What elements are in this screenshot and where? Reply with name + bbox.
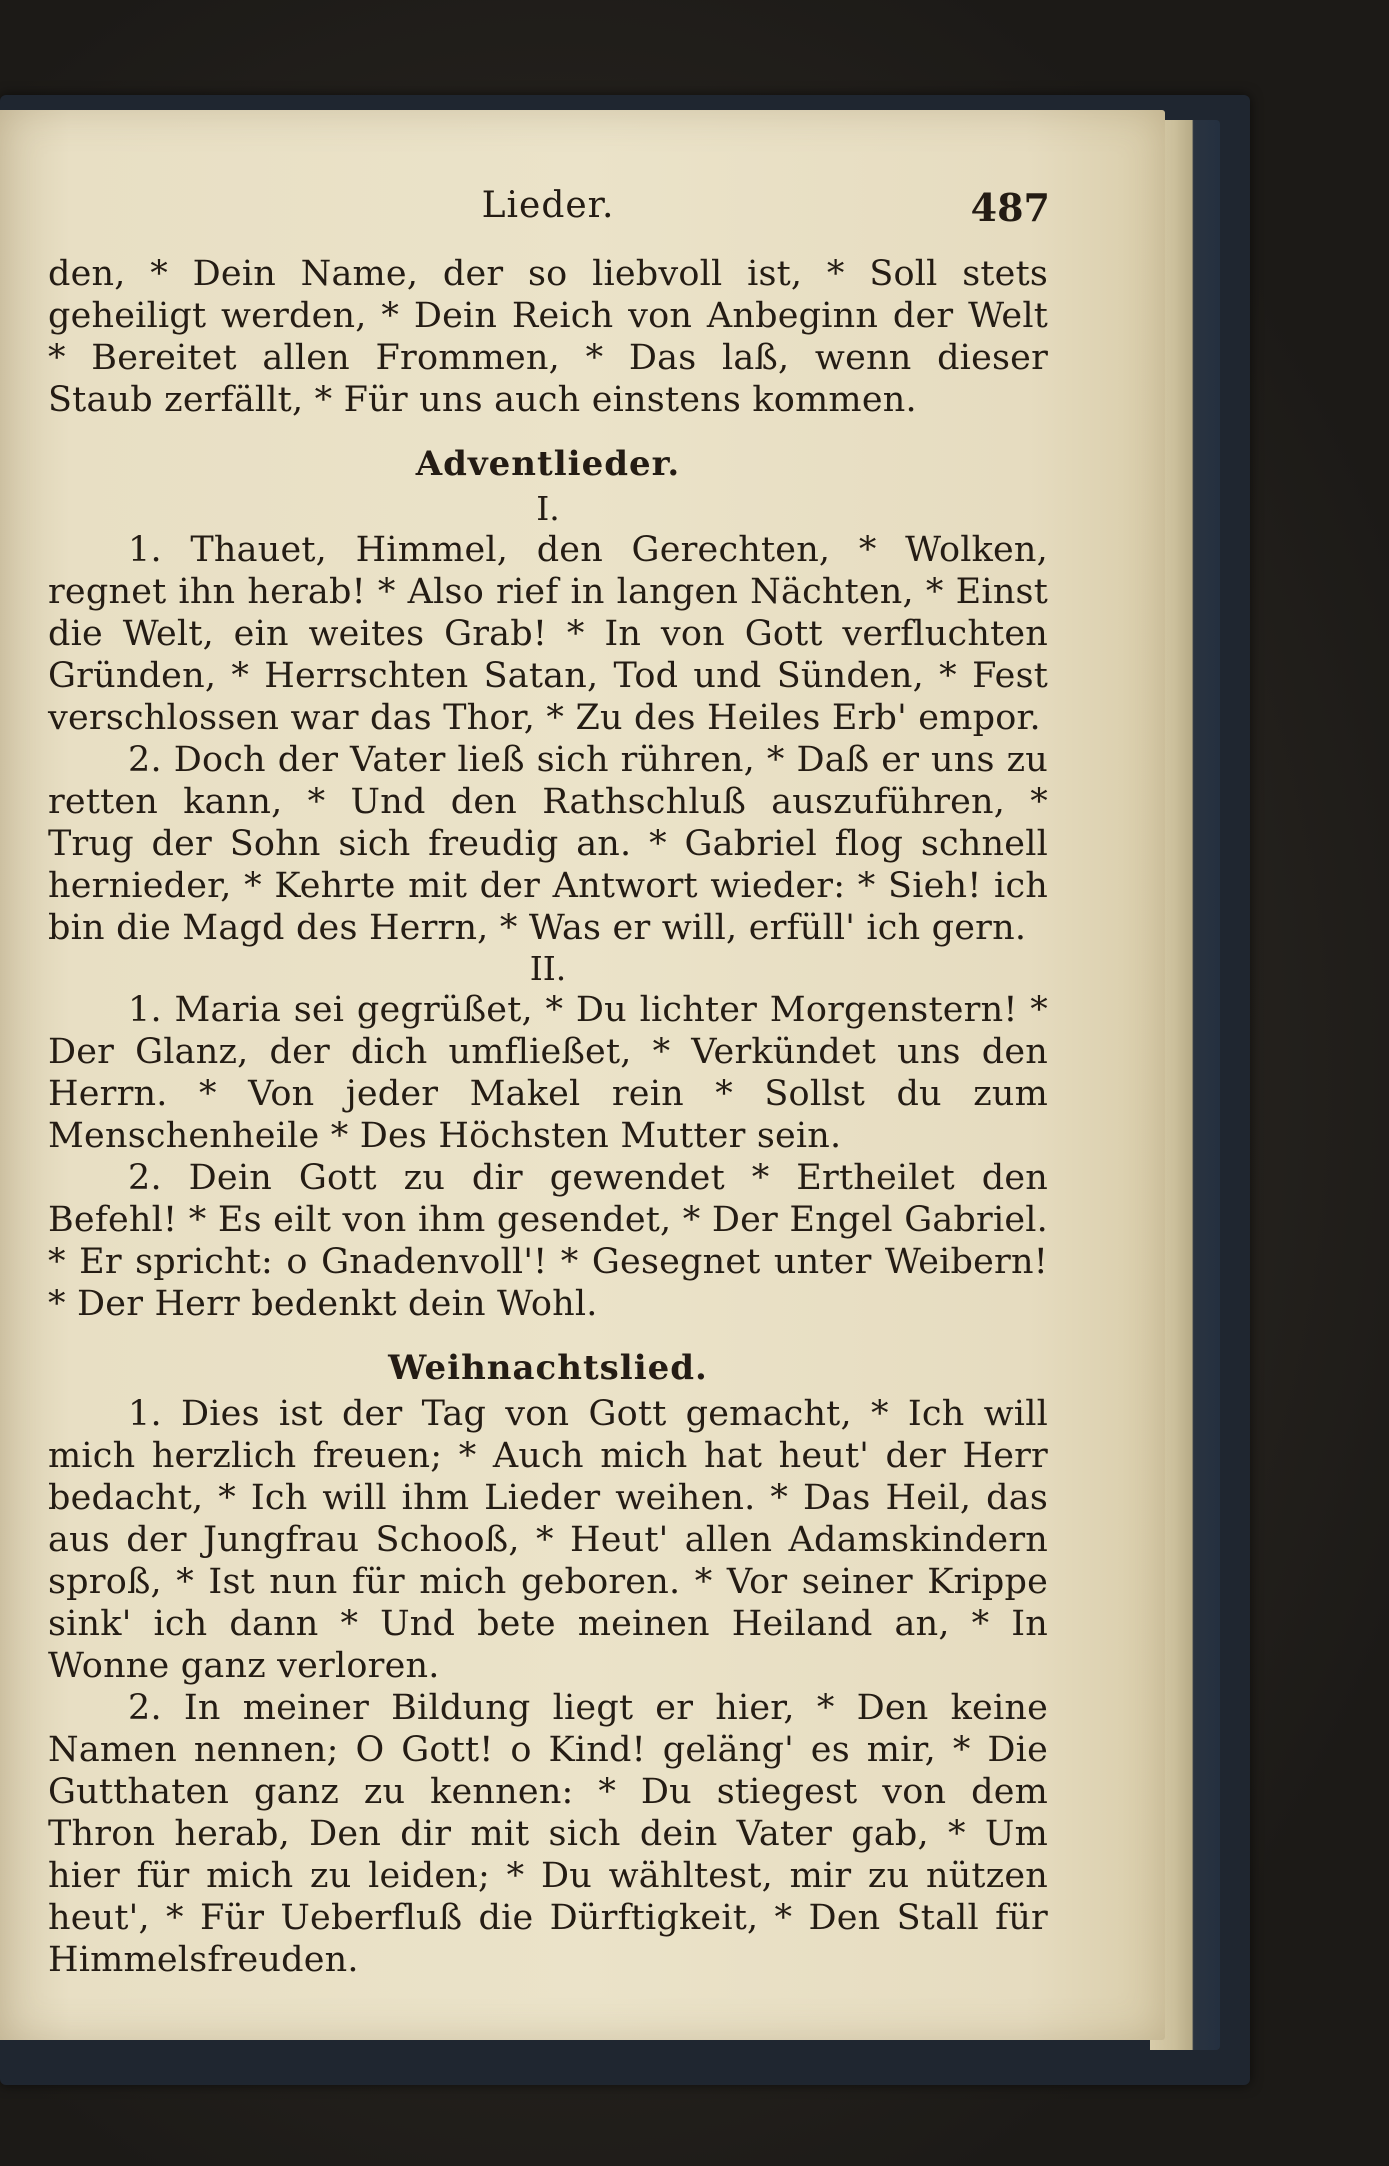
page-content <box>48 185 1048 1981</box>
verse-advent-1-1: 1. Thauet, Himmel, den Gerechten, * Wolken, regnet ihn herab! * Also rief in langen Nächten, * Einst die Welt, ein weites Grab! * In von Gott verfluchten Gründen, * Herrschten Satan, Tod und Sünden, * Fest verschlossen war das Thor, * Zu des Heiles Erb' empor. <box>48 530 1048 738</box>
continued-verse: den, * Dein Name, der so liebvoll ist, * Soll stets geheiligt werden, * Dein Reich von Anbeginn der Welt * Bereitet allen Frommen, * Das laß, wenn dieser Staub zerfällt, * Für uns auch einstens kommen. <box>48 254 1048 420</box>
book-page <box>0 110 1165 2040</box>
hymn-number-1: I. <box>536 489 560 528</box>
verse-advent-2-1: 1. Maria sei gegrüßet, * Du lichter Morgenstern! * Der Glanz, der dich umfließet, * Verkündet uns den Herrn. * Von jeder Makel rein * Sollst du zum Menschenheile * Des Höchsten Mutter sein. <box>48 990 1048 1156</box>
verse-advent-2-2: 2. Dein Gott zu dir gewendet * Ertheilet den Befehl! * Es eilt von ihm gesendet, * Der Engel Gabriel. * Er spricht: o Gnadenvoll'! * Gesegnet unter Weibern! * Der Herr bedenkt dein Wohl. <box>48 1158 1048 1324</box>
hymn-number-2: II. <box>529 949 567 988</box>
page-number: 487 <box>970 185 1050 230</box>
section-heading-christmas: Weihnachtslied. <box>388 1348 708 1388</box>
running-head: Lieder. <box>481 185 615 226</box>
verse-christmas-2: 2. In meiner Bildung liegt er hier, * Den keine Namen nennen; O Gott! o Kind! geläng' es mir, * Die Gutthaten ganz zu kennen: * Du stiegest von dem Thron herab, Den dir mit sich dein Vater gab, * Um hier für mich zu leiden; * Du wähltest, mir zu nützen heut', * Für Ueberfluß die Dürftigkeit, * Den Stall für Himmelsfreuden. <box>48 1688 1048 1980</box>
section-heading-advent: Adventlieder. <box>415 444 681 484</box>
verse-advent-1-2: 2. Doch der Vater ließ sich rühren, * Daß er uns zu retten kann, * Und den Rathschluß auszuführen, * Trug der Sohn sich freudig an. * Gabriel flog schnell hernieder, * Kehrte mit der Antwort wieder: * Sieh! ich bin die Magd des Herrn, * Was er will, erfüll' ich gern. <box>48 740 1048 948</box>
page-header <box>48 185 1048 247</box>
verse-christmas-1: 1. Dies ist der Tag von Gott gemacht, * Ich will mich herzlich freuen; * Auch mich hat heut' der Herr bedacht, * Ich will ihm Lieder weihen. * Das Heil, das aus der Jungfrau Schooß, * Heut' allen Adamskindern sproß, * Ist nun für mich geboren. * Vor seiner Krippe sink' ich dann * Und bete meinen Heiland an, * In Wonne ganz verloren. <box>48 1394 1048 1686</box>
